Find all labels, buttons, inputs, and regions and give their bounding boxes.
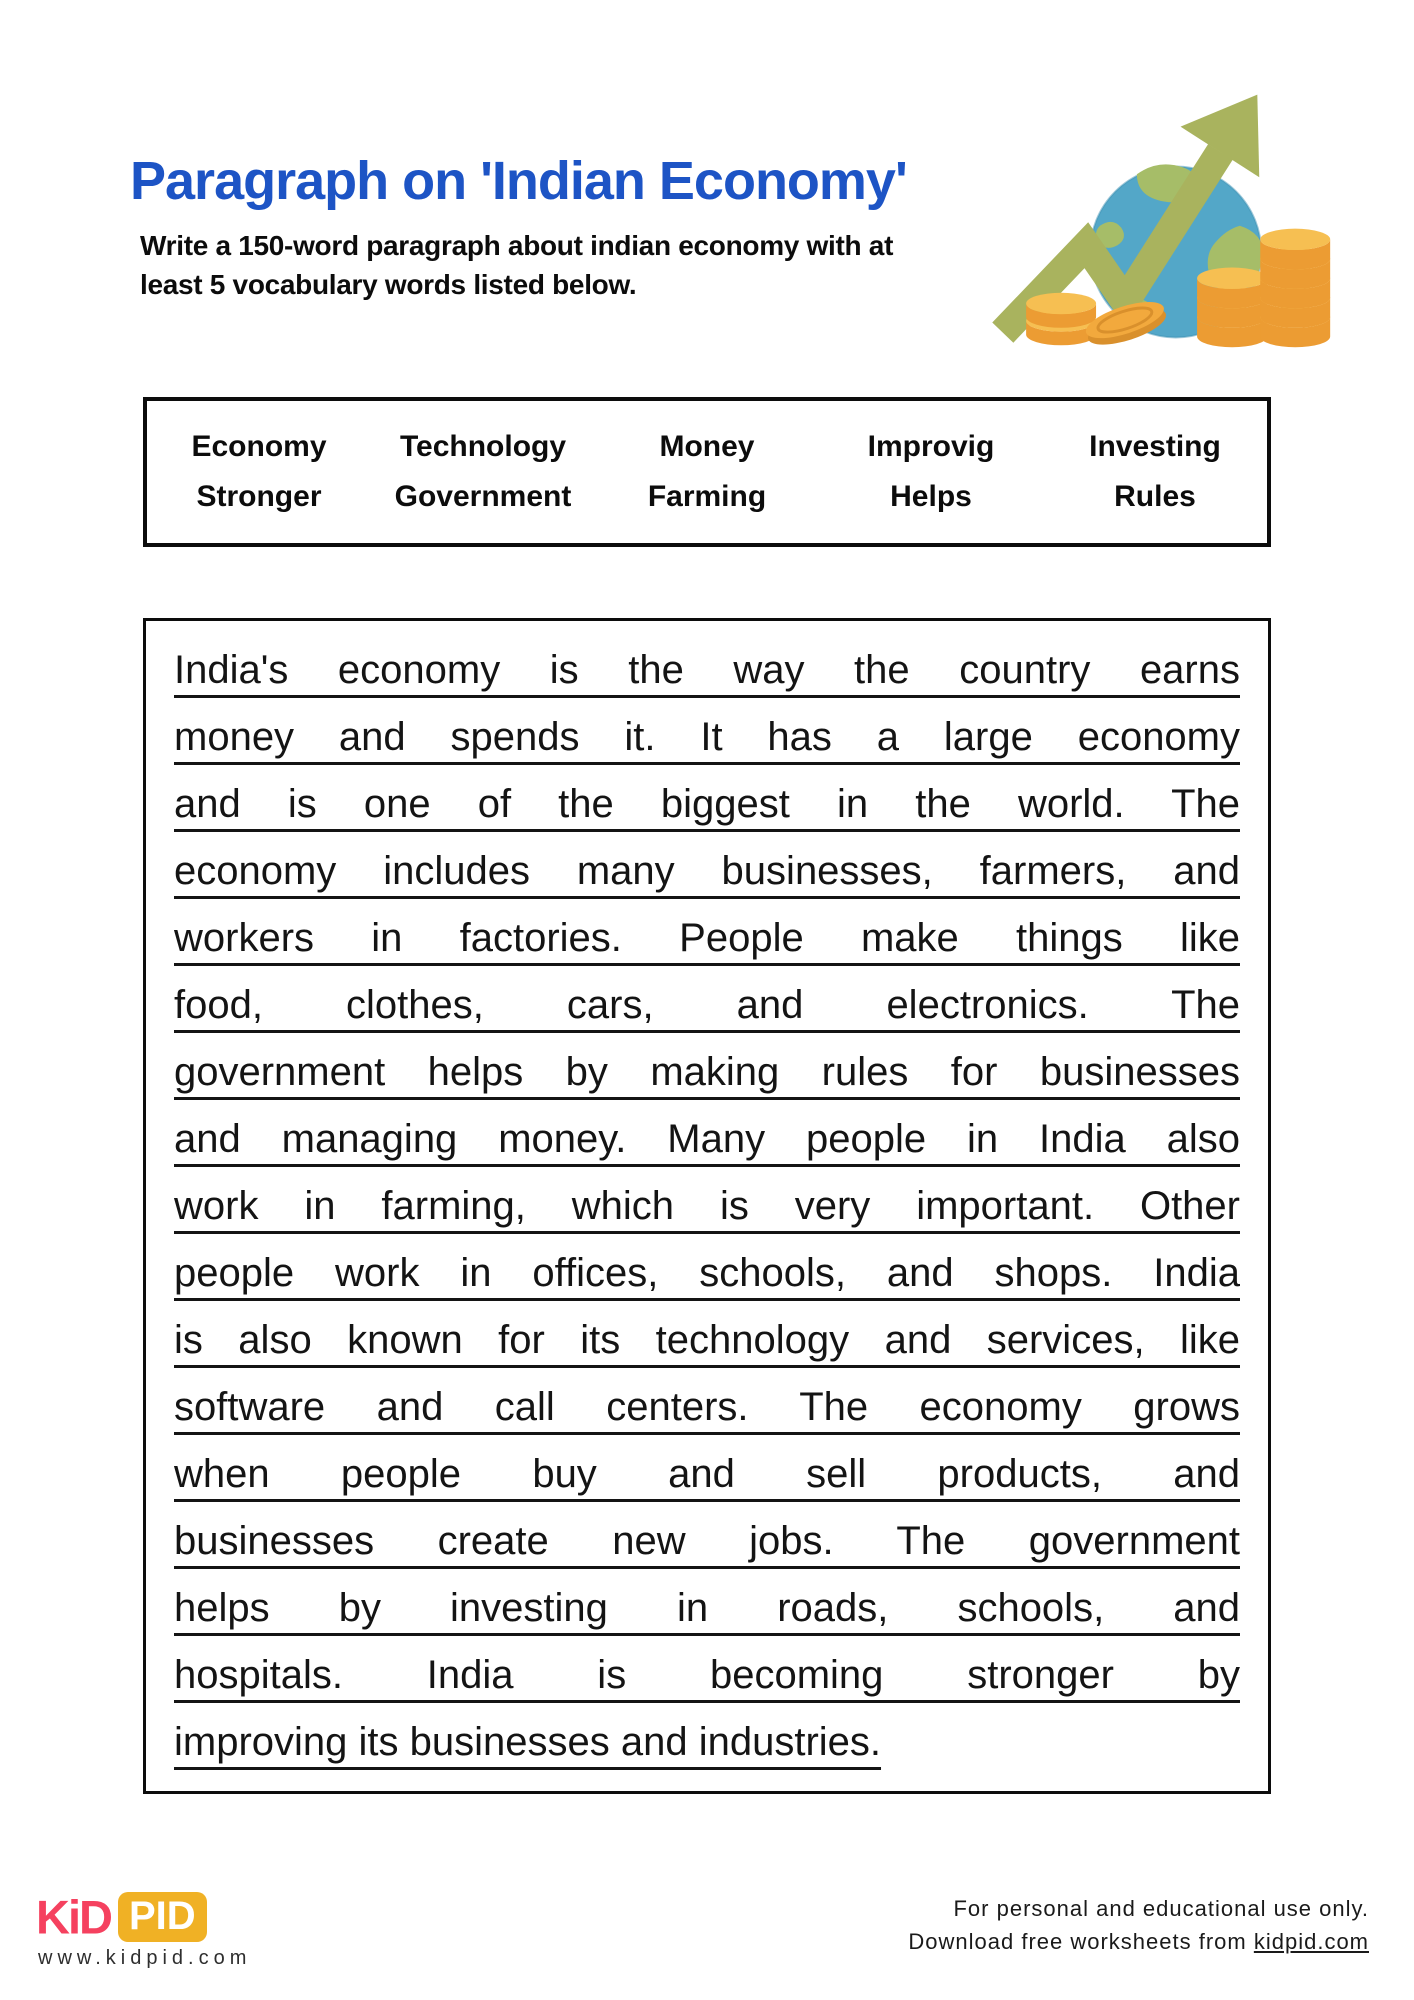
vocab-word: Improvig [867, 430, 995, 463]
paragraph-line: hospitals. India is becoming stronger by [174, 1653, 1240, 1697]
vocab-word: Technology [399, 430, 567, 463]
kidpid-link[interactable]: kidpid.com [1253, 1929, 1369, 1954]
paragraph-box [143, 618, 1271, 1794]
page-title: Paragraph on 'Indian Economy' [130, 151, 907, 211]
usage-notice [908, 1892, 1369, 1958]
vocabulary-box [143, 397, 1271, 547]
vocab-word: Rules [1114, 480, 1196, 513]
paragraph-line: workers in factories. People make things like [174, 916, 1240, 960]
paragraph-lines [174, 637, 1240, 1776]
subtitle-line-1: Write a 150-word paragraph about indian economy with at [140, 230, 894, 261]
paragraph-line: helps by investing in roads, schools, and [174, 1586, 1240, 1630]
paragraph-line: is also known for its technology and services, like [174, 1318, 1240, 1362]
page-subtitle [140, 226, 893, 304]
paragraph-line: food, clothes, cars, and electronics. The [174, 983, 1240, 1027]
vocabulary-grid [147, 430, 1267, 514]
paragraph-line: businesses create new jobs. The government [174, 1519, 1240, 1563]
vocab-word: Government [394, 480, 572, 513]
kidpid-logo [36, 1892, 207, 1942]
paragraph-line: people work in offices, schools, and shops. India [174, 1251, 1240, 1295]
paragraph-line: money and spends it. It has a large economy [174, 715, 1240, 759]
paragraph-line: and managing money. Many people in India also [174, 1117, 1240, 1161]
kidpid-logo-pid: PID [118, 1892, 207, 1942]
paragraph-line: economy includes many businesses, farmers, and [174, 849, 1240, 893]
vocab-word: Economy [191, 430, 327, 463]
vocab-row [147, 480, 1267, 514]
usage-notice-line1: For personal and educational use only. [953, 1896, 1369, 1921]
kidpid-website-text: www.kidpid.com [38, 1947, 252, 1969]
vocab-row [147, 430, 1267, 464]
paragraph-line: software and call centers. The economy grows [174, 1385, 1240, 1429]
usage-notice-line2: Download free worksheets from [908, 1929, 1254, 1954]
paragraph-line: improving its businesses and industries. [174, 1720, 882, 1764]
subtitle-line-2: least 5 vocabulary words listed below. [140, 269, 637, 300]
vocab-word: Money [659, 430, 755, 463]
paragraph-line: and is one of the biggest in the world. The [174, 782, 1240, 826]
kidpid-logo-kid: KiD [36, 1890, 111, 1944]
paragraph-line: government helps by making rules for businesses [174, 1050, 1240, 1094]
vocab-word: Investing [1089, 430, 1221, 463]
paragraph-line: work in farming, which is very important. Other [174, 1184, 1240, 1228]
paragraph-line: when people buy and sell products, and [174, 1452, 1240, 1496]
vocab-word: Helps [890, 480, 972, 513]
economy-growth-illustration [988, 82, 1344, 354]
vocab-word: Farming [647, 480, 767, 513]
paragraph-line: India's economy is the way the country earns [174, 648, 1240, 692]
vocab-word: Stronger [196, 480, 322, 513]
